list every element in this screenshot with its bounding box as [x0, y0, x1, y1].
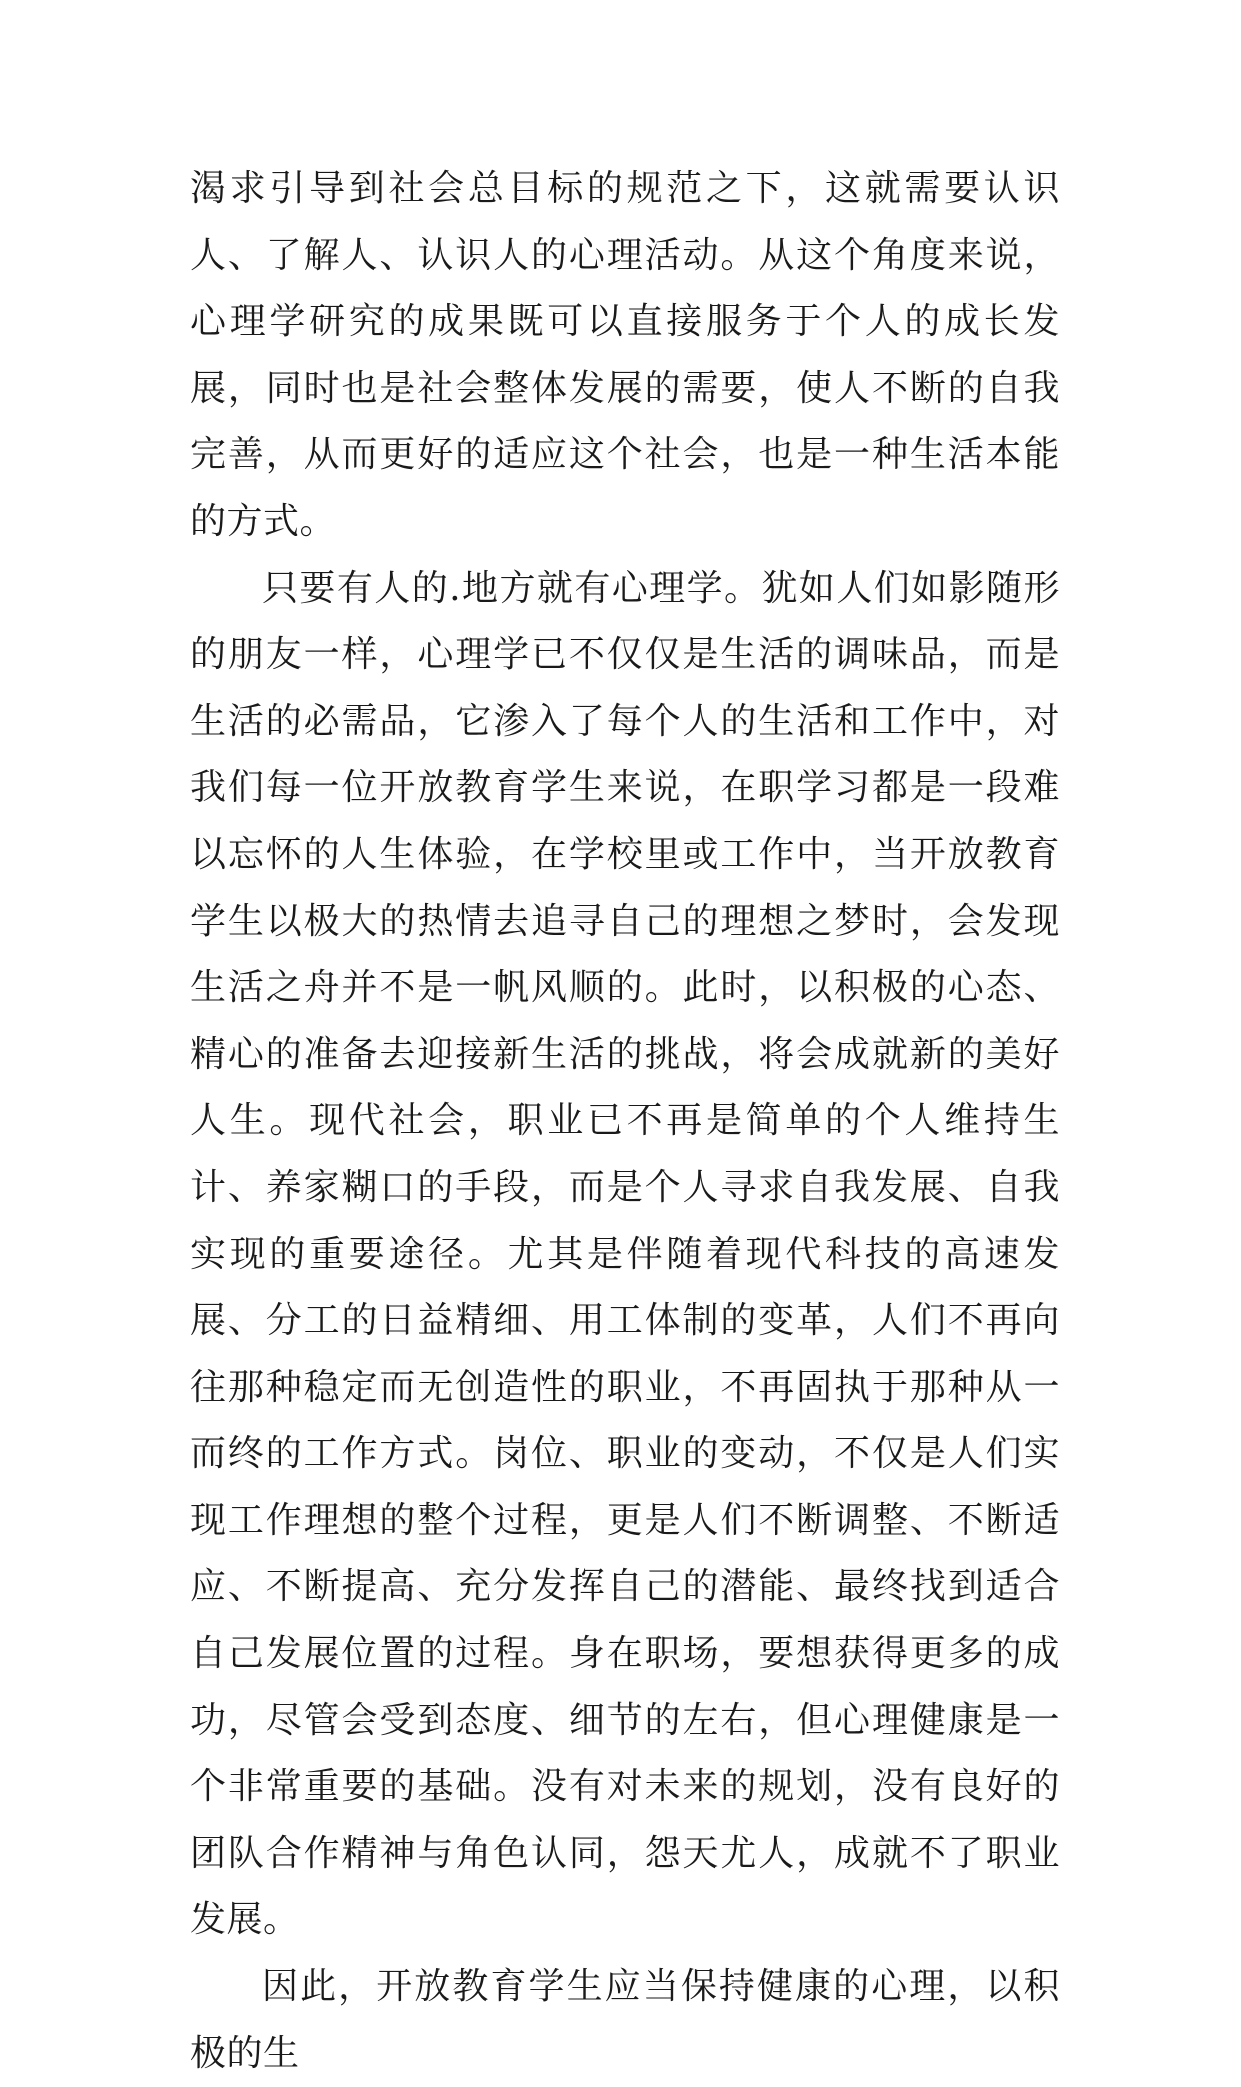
body-text — [190, 156, 1060, 2087]
paragraph-therefore: 因此，开放教育学生应当保持健康的心理，以积极的生 — [190, 1966, 1060, 2074]
paragraph-psychology-everywhere: 只要有人的.地方就有心理学。犹如人们如影随形的朋友一样，心理学已不仅仅是生活的调味品，而是生活的必需品，它渗入了每个人的生活和工作中，对我们每一位开放教育学生来说，在职学习都是一段难以忘怀的人生体验，在学校里或工作中，当开放教育学生以极大的热情去追寻自己的理想之梦时，会发现生活之舟并不是一帆风顺的。此时，以积极的心态、精心的准备去迎接新生活的挑战，将会成就新的美好人生。现代社会，职业已不再是简单的个人维持生计、养家糊口的手段，而是个人寻求自我发展、自我实现的重要途径。尤其是伴随着现代科技的高速发展、分工的日益精细、用工体制的变革，人们不再向往那种稳定而无创造性的职业，不再固执于那种从一而终的工作方式。岗位、职业的变动，不仅是人们实现工作理想的整个过程，更是人们不断调整、不断适应、不断提高、充分发挥自己的潜能、最终找到适合自己发展位置的过程。身在职场，要想获得更多的成功，尽管会受到态度、细节的左右，但心理健康是一个非常重要的基础。没有对未来的规划，没有良好的团队合作精神与角色认同，怨天尤人，成就不了职业发展。 — [190, 567, 1060, 1941]
paragraph-continuation: 渴求引导到社会总目标的规范之下，这就需要认识人、了解人、认识人的心理活动。从这个角度来说，心理学研究的成果既可以直接服务于个人的成长发展，同时也是社会整体发展的需要，使人不断的自我完善，从而更好的适应这个社会，也是一种生活本能的方式。 — [190, 168, 1060, 542]
